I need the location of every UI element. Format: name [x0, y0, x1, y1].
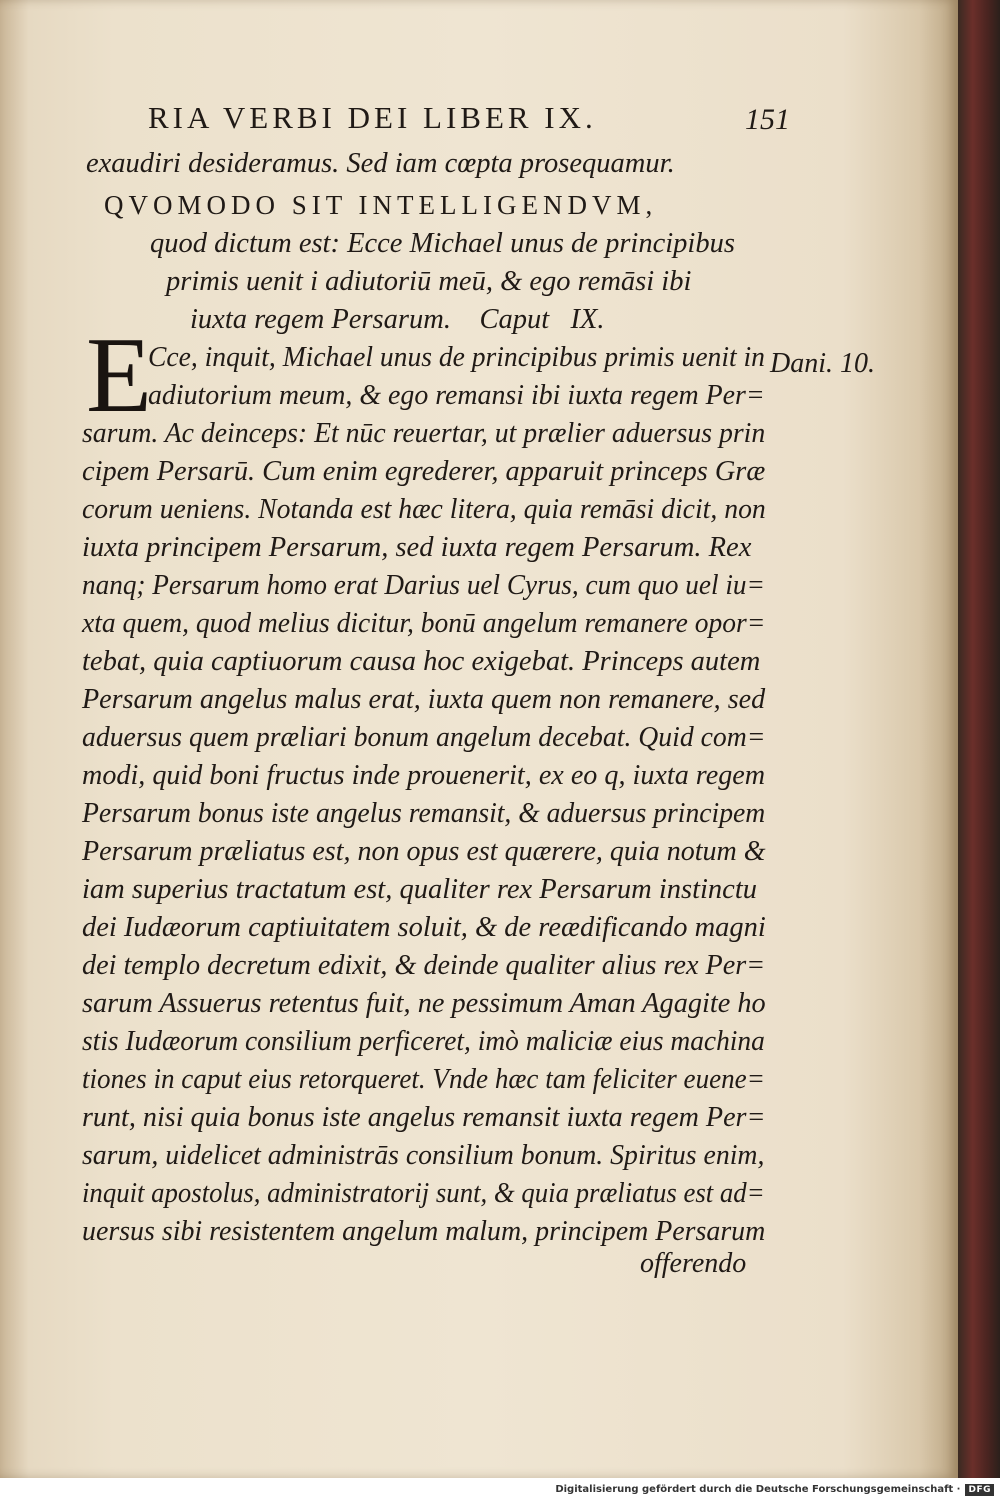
body-line: sarum Assuerus retentus fuit, ne pessimum Aman Agagite ho	[82, 988, 766, 1019]
footer-bar	[0, 1478, 1000, 1501]
dfg-logo-icon: DFG	[965, 1484, 994, 1496]
book-edge	[958, 0, 1000, 1478]
heading-intro: exaudiri desideramus. Sed iam cœpta prosequamur.	[86, 148, 675, 179]
body-line: stis Iudæorum consilium perficeret, imò maliciæ eius machina	[82, 1026, 765, 1057]
body-line: iam superius tractatum est, qualiter rex Persarum instinctu	[82, 874, 757, 905]
body-line: cipem Persarū. Cum enim egrederer, apparuit princeps Græ	[82, 456, 766, 487]
body-line: dei templo decretum edixit, & deinde qualiter alius rex Per=	[82, 950, 766, 981]
body-line: sarum, uidelicet administrās consilium bonum. Spiritus enim,	[82, 1140, 765, 1171]
catchword: offerendo	[640, 1248, 747, 1279]
body-line: Cce, inquit, Michael unus de principibus primis uenit in	[148, 342, 765, 373]
margin-note: Dani. 10.	[770, 348, 875, 379]
body-line: inquit apostolus, administratorij sunt, & quia præliatus est ad=	[82, 1178, 765, 1209]
chapter-heading-line: iuxta regem Persarum. Caput IX.	[190, 304, 605, 335]
body-line: iuxta principem Persarum, sed iuxta regem Persarum. Rex	[82, 532, 752, 563]
body-line: runt, nisi quia bonus iste angelus remansit iuxta regem Per=	[82, 1102, 766, 1133]
body-line: adiutorium meum, & ego remansi ibi iuxta regem Per=	[148, 380, 765, 411]
chapter-heading-line: quod dictum est: Ecce Michael unus de principibus	[150, 228, 735, 259]
funding-notice: Digitalisierung gefördert durch die Deutsche Forschungsgemeinschaft ·	[555, 1484, 961, 1495]
body-line: Persarum præliatus est, non opus est quærere, quia notum &	[82, 836, 766, 867]
body-line: corum ueniens. Notanda est hæc litera, quia remāsi dicit, non	[82, 494, 766, 525]
body-line: dei Iudæorum captiuitatem soluit, & de reædificando magni	[82, 912, 766, 943]
body-line: xta quem, quod melius dicitur, bonū angelum remanere opor=	[82, 608, 766, 639]
body-line: Persarum bonus iste angelus remansit, & aduersus principem	[82, 798, 766, 829]
body-line: tiones in caput eius retorqueret. Vnde hæc tam feliciter euene=	[82, 1064, 765, 1095]
running-title: RIA VERBI DEI LIBER IX.	[148, 100, 597, 135]
drop-capital: E	[86, 316, 152, 435]
body-line: nanq; Persarum homo erat Darius uel Cyrus, cum quo uel iu=	[82, 570, 765, 601]
folio-number: 151	[745, 103, 790, 136]
body-line: modi, quid boni fructus inde prouenerit, ex eo q, iuxta regem	[82, 760, 766, 791]
chapter-title: QVOMODO SIT INTELLIGENDVM,	[104, 190, 658, 220]
body-line: tebat, quia captiuorum causa hoc exigebat. Princeps autem	[82, 646, 761, 677]
chapter-heading-line: primis uenit i adiutoriū meū, & ego remāsi ibi	[166, 266, 692, 297]
body-line: aduersus quem præliari bonum angelum decebat. Quid com=	[82, 722, 766, 753]
body-line: sarum. Ac deinceps: Et nūc reuertar, ut prælier aduersus prin	[82, 418, 766, 449]
body-line: uersus sibi resistentem angelum malum, principem Persarum	[82, 1216, 766, 1247]
body-line: Persarum angelus malus erat, iuxta quem non remanere, sed	[82, 684, 766, 715]
